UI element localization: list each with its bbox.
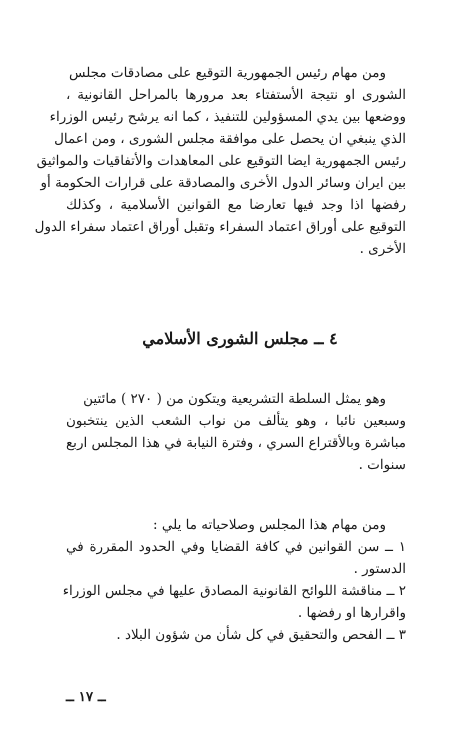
text-line: بين ايران وسائر الدول الأخرى والمصادقة على قرارات الحكومة أو [40, 175, 406, 191]
text-line: ومن مهام رئيس الجمهورية التوقيع على مصادقات مجلس [68, 65, 386, 81]
text-line: ومن مهام هذا المجلس وصلاحياته ما يلي : [153, 517, 386, 533]
text-line: واقرارها او رفضها . [297, 605, 406, 621]
paragraph-president-duties [34, 62, 406, 260]
text-line: ووضعها بين يدي المسؤولين للتنفيذ ، كما انه يرشح رئيس الوزراء [49, 109, 406, 125]
text-line: وسبعين نائبا ، وهو يتألف من نواب الشعب الذين ينتخبون [66, 413, 406, 429]
section-heading: ٤ ــ مجلس الشورى الأسلامي [142, 329, 338, 348]
text-line: سنوات . [358, 457, 406, 473]
paragraph-council-duties [62, 514, 406, 646]
text-line: الدستور . [353, 561, 406, 577]
text-line: مباشرة وبالأقتراع السري ، وفترة النيابة في هذا المجلس اربع [66, 435, 406, 451]
list-item: ٢ ــ مناقشة اللوائح القانونية المصادق عليها في مجلس الوزراء [62, 583, 406, 599]
text-line: رفضها اذا وجد فيها تعارضا مع القوانين الأسلامية ، وكذلك [66, 197, 406, 213]
page-number: ــ ١٧ ــ [66, 689, 106, 705]
text-line: الذي ينبغي ان يحصل على موافقة مجلس الشورى ، ومن اعمال [54, 131, 406, 147]
list-item: ٣ ــ الفحص والتحقيق في كل شأن من شؤون البلاد . [116, 627, 406, 643]
text-line: الأخرى . [359, 241, 406, 257]
text-line: رئيس الجمهورية ايضا التوقيع على المعاهدات والأتفاقيات والمواثيق [36, 153, 406, 169]
text-line: الشورى او نتيجة الأستفتاء بعد مرورها بالمراحل القانونية ، [66, 87, 406, 103]
list-item: ١ ــ سن القوانين في كافة القضايا وفي الحدود المقررة في [66, 539, 406, 555]
text-line: التوقيع على أوراق اعتماد السفراء وتقبل أوراق اعتماد سفراء الدول [34, 219, 406, 235]
paragraph-council-composition [66, 388, 406, 476]
text-line: وهو يمثل السلطة التشريعية ويتكون من ( ٢٧٠ ) مائتين [83, 391, 386, 407]
